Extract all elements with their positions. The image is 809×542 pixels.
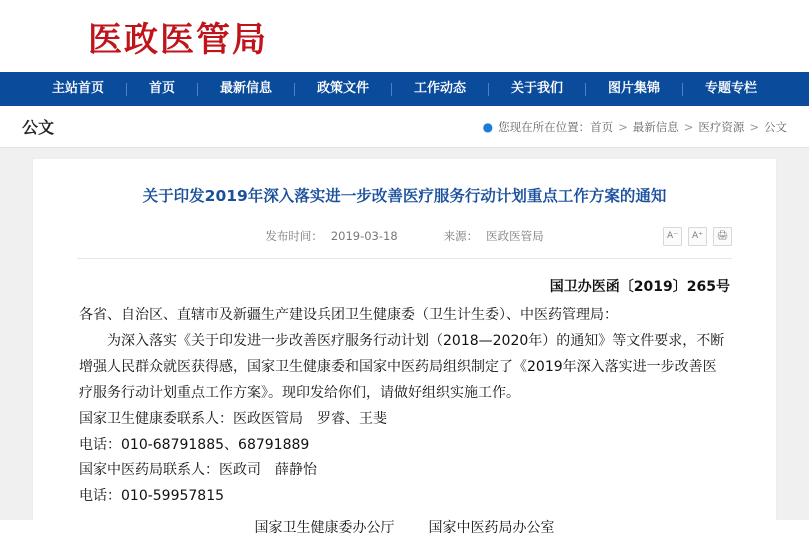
breadcrumb (483, 119, 787, 135)
nav-item-about[interactable]: 关于我们 (511, 81, 564, 96)
nav-item-gallery[interactable]: 图片集锦 (608, 81, 661, 96)
breadcrumb-separator: > (618, 119, 628, 134)
breadcrumb-separator: > (683, 119, 694, 134)
nav-item-latest[interactable]: 最新信息 (219, 81, 272, 96)
article-card (32, 158, 777, 537)
font-increase-button[interactable]: A⁺ (688, 227, 707, 246)
nav-item-work-news[interactable]: 工作动态 (414, 81, 467, 96)
page-title: 关于印发2019年深入落实进一步改善医疗服务行动计划重点工作方案的通知 (142, 187, 667, 205)
breadcrumb-item-home[interactable]: 首页 (590, 119, 614, 134)
document-number: 国卫办医函〔2019〕265号 (549, 279, 730, 296)
paragraph-phone-tcm: 电话：010-59957815 (79, 488, 225, 505)
site-logo-title: 医政医管局 (88, 19, 268, 60)
nav-item-home[interactable]: 首页 (148, 81, 175, 96)
breadcrumb-prefix: 您现在所在位置： (498, 119, 591, 134)
article-meta (77, 228, 732, 244)
font-decrease-button[interactable]: A⁻ (663, 227, 682, 246)
signature-nhc: 国家卫生健康委办公厅 (254, 520, 395, 537)
content-area (0, 148, 809, 537)
breadcrumb-item-resources[interactable]: 医疗资源 (698, 119, 745, 134)
location-pin-icon: ● (482, 119, 494, 134)
nav-item-main-home[interactable]: 主站首页 (51, 81, 104, 96)
article-tools (663, 227, 732, 246)
paragraph-contact-nhc: 国家卫生健康委联系人：医政医管局 罗睿、王斐 (79, 410, 387, 427)
publish-time-value: 2019-03-18 (330, 229, 398, 244)
print-icon[interactable]: 🖨 (713, 227, 732, 246)
signature-tcm: 国家中医药局办公室 (428, 520, 555, 537)
paragraph-contact-tcm: 国家中医药局联系人：医政司 薛静怡 (79, 462, 317, 479)
article-source (444, 228, 544, 244)
paragraph-phone-nhc: 电话：010-68791885、68791889 (79, 436, 310, 453)
section-title: 公文 (22, 118, 55, 137)
signature-block (79, 516, 730, 542)
breadcrumb-item-latest[interactable]: 最新信息 (632, 119, 679, 134)
nav-item-special[interactable]: 专题专栏 (705, 81, 758, 96)
article-body (77, 259, 732, 542)
paragraph-main: 为深入落实《关于印发进一步改善医疗服务行动计划（2018—2020年）的通知》等文件要求，不断增强人民群众就医获得感，国家卫生健康委和国家中医药局组织制定了《2019年深入落实进一步改善医疗服务行动计划重点工作方案》。现印发给你们，请做好组织实施工作。 (79, 333, 725, 401)
source-value: 医政医管局 (486, 229, 544, 244)
site-header (0, 0, 809, 72)
breadcrumb-separator: > (749, 119, 759, 134)
breadcrumb-bar (0, 106, 809, 148)
breadcrumb-item-current[interactable]: 公文 (764, 119, 787, 134)
publish-time (265, 228, 397, 244)
source-label: 来源： (443, 229, 479, 244)
paragraph-recipients: 各省、自治区、直辖市及新疆生产建设兵团卫生健康委（卫生计生委）、中医药管理局： (79, 307, 618, 324)
main-navigation (0, 72, 809, 106)
nav-item-policy[interactable]: 政策文件 (316, 81, 369, 96)
publish-time-label: 发布时间： (265, 229, 323, 244)
